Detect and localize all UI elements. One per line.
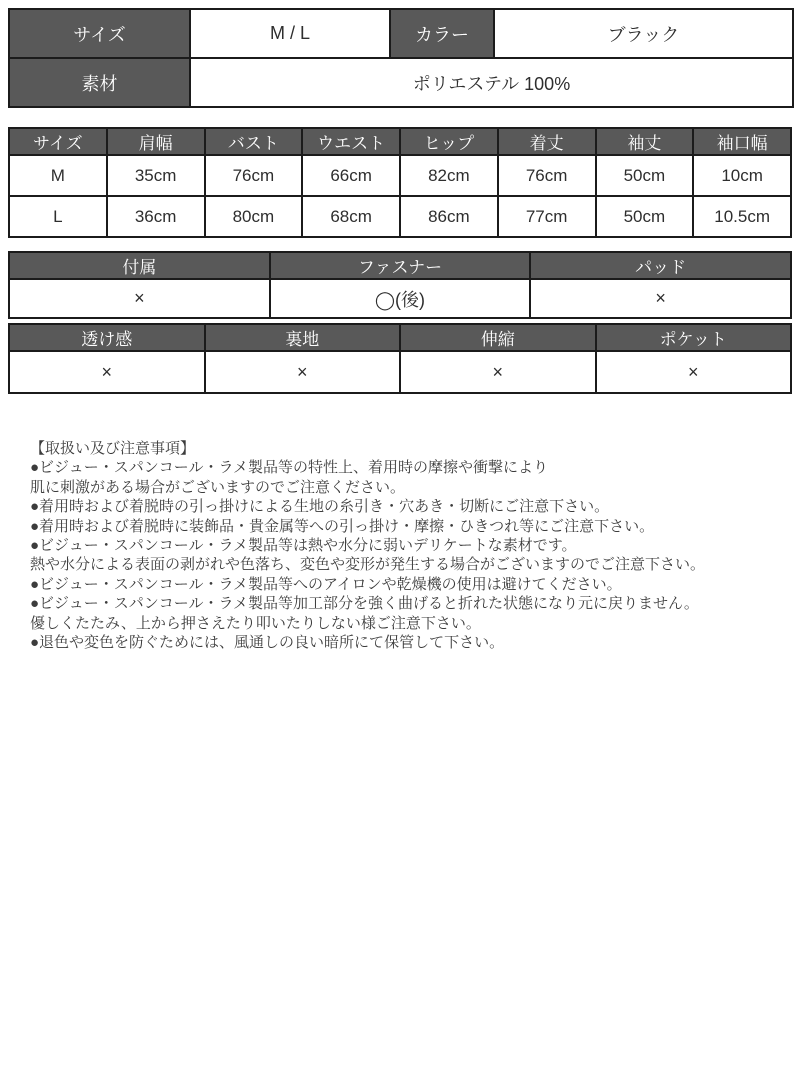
table-row [9,9,793,58]
cell-size: L [9,196,107,237]
cell-length: 76cm [498,155,596,196]
care-notes [30,439,780,652]
cell-cuff-width: 10.5cm [693,196,791,237]
care-note-line: ●着用時および着脱時の引っ掛けによる生地の糸引き・穴あき・切断にご注意下さい。 [30,498,610,516]
care-note-line: ●ビジュー・スパンコール・ラメ製品等は熱や水分に弱いデリケートな素材です。 [30,537,577,555]
cell-hip: 86cm [400,196,498,237]
cell-waist: 66cm [302,155,400,196]
details-table [8,323,792,394]
care-note-line: ●ビジュー・スパンコール・ラメ製品等の特性上、着用時の摩擦や衝撃により [30,459,549,477]
care-notes-title: 【取扱い及び注意事項】 [30,440,196,457]
care-note-line: 肌に刺激がある場合がございますのでご注意ください。 [30,478,406,496]
measurements-row-m [9,155,791,196]
color-value: ブラック [494,9,793,58]
care-note-line: ●退色や変色を防ぐためには、風通しの良い暗所にて保管して下さい。 [30,634,505,652]
cell-size: M [9,155,107,196]
header-length: 着丈 [498,128,596,155]
features-header-row [9,252,791,279]
measurements-row-l [9,196,791,237]
cell-hip: 82cm [400,155,498,196]
measurements-header-row [9,128,791,155]
header-sheerness: 透け感 [9,324,205,351]
header-size: サイズ [9,128,107,155]
care-note-line: ●ビジュー・スパンコール・ラメ製品等へのアイロンや乾燥機の使用は避けてください。 [30,575,622,593]
header-bust: バスト [205,128,303,155]
header-waist: ウエスト [302,128,400,155]
material-value: ポリエステル 100% [190,58,793,107]
size-label: サイズ [9,9,190,58]
table-row [9,58,793,107]
size-color-material-table [8,8,794,108]
material-label: 素材 [9,58,190,107]
color-label: カラー [390,9,494,58]
size-value: M / L [190,9,390,58]
cell-shoulder-width: 35cm [107,155,205,196]
value-stretch: × [400,351,596,393]
value-pocket: × [596,351,792,393]
value-accessories: × [9,279,270,318]
care-note-line: ●着用時および着脱時に装飾品・貴金属等への引っ掛け・摩擦・ひきつれ等にご注意下さい。 [30,517,655,535]
measurements-table [8,127,792,238]
header-shoulder-width: 肩幅 [107,128,205,155]
value-fastener: ◯(後) [270,279,531,318]
cell-cuff-width: 10cm [693,155,791,196]
value-pad: × [530,279,791,318]
cell-sleeve-length: 50cm [596,155,694,196]
details-header-row [9,324,791,351]
header-lining: 裏地 [205,324,401,351]
header-hip: ヒップ [400,128,498,155]
value-sheerness: × [9,351,205,393]
features-table [8,251,792,319]
details-value-row [9,351,791,393]
value-lining: × [205,351,401,393]
header-cuff-width: 袖口幅 [693,128,791,155]
cell-bust: 80cm [205,196,303,237]
cell-sleeve-length: 50cm [596,196,694,237]
header-accessories: 付属 [9,252,270,279]
header-fastener: ファスナー [270,252,531,279]
cell-shoulder-width: 36cm [107,196,205,237]
cell-waist: 68cm [302,196,400,237]
cell-length: 77cm [498,196,596,237]
features-value-row [9,279,791,318]
header-pocket: ポケット [596,324,792,351]
care-note-line: ●ビジュー・スパンコール・ラメ製品等加工部分を強く曲げると折れた状態になり元に戻りません。 [30,595,699,613]
cell-bust: 76cm [205,155,303,196]
care-note-line: 熱や水分による表面の剥がれや色落ち、変色や変形が発生する場合がございますのでご注意下さい。 [30,556,706,574]
header-sleeve-length: 袖丈 [596,128,694,155]
header-pad: パッド [530,252,791,279]
care-note-line: 優しくたたみ、上から押さえたり叩いたりしない様ご注意下さい。 [30,614,481,632]
header-stretch: 伸縮 [400,324,596,351]
